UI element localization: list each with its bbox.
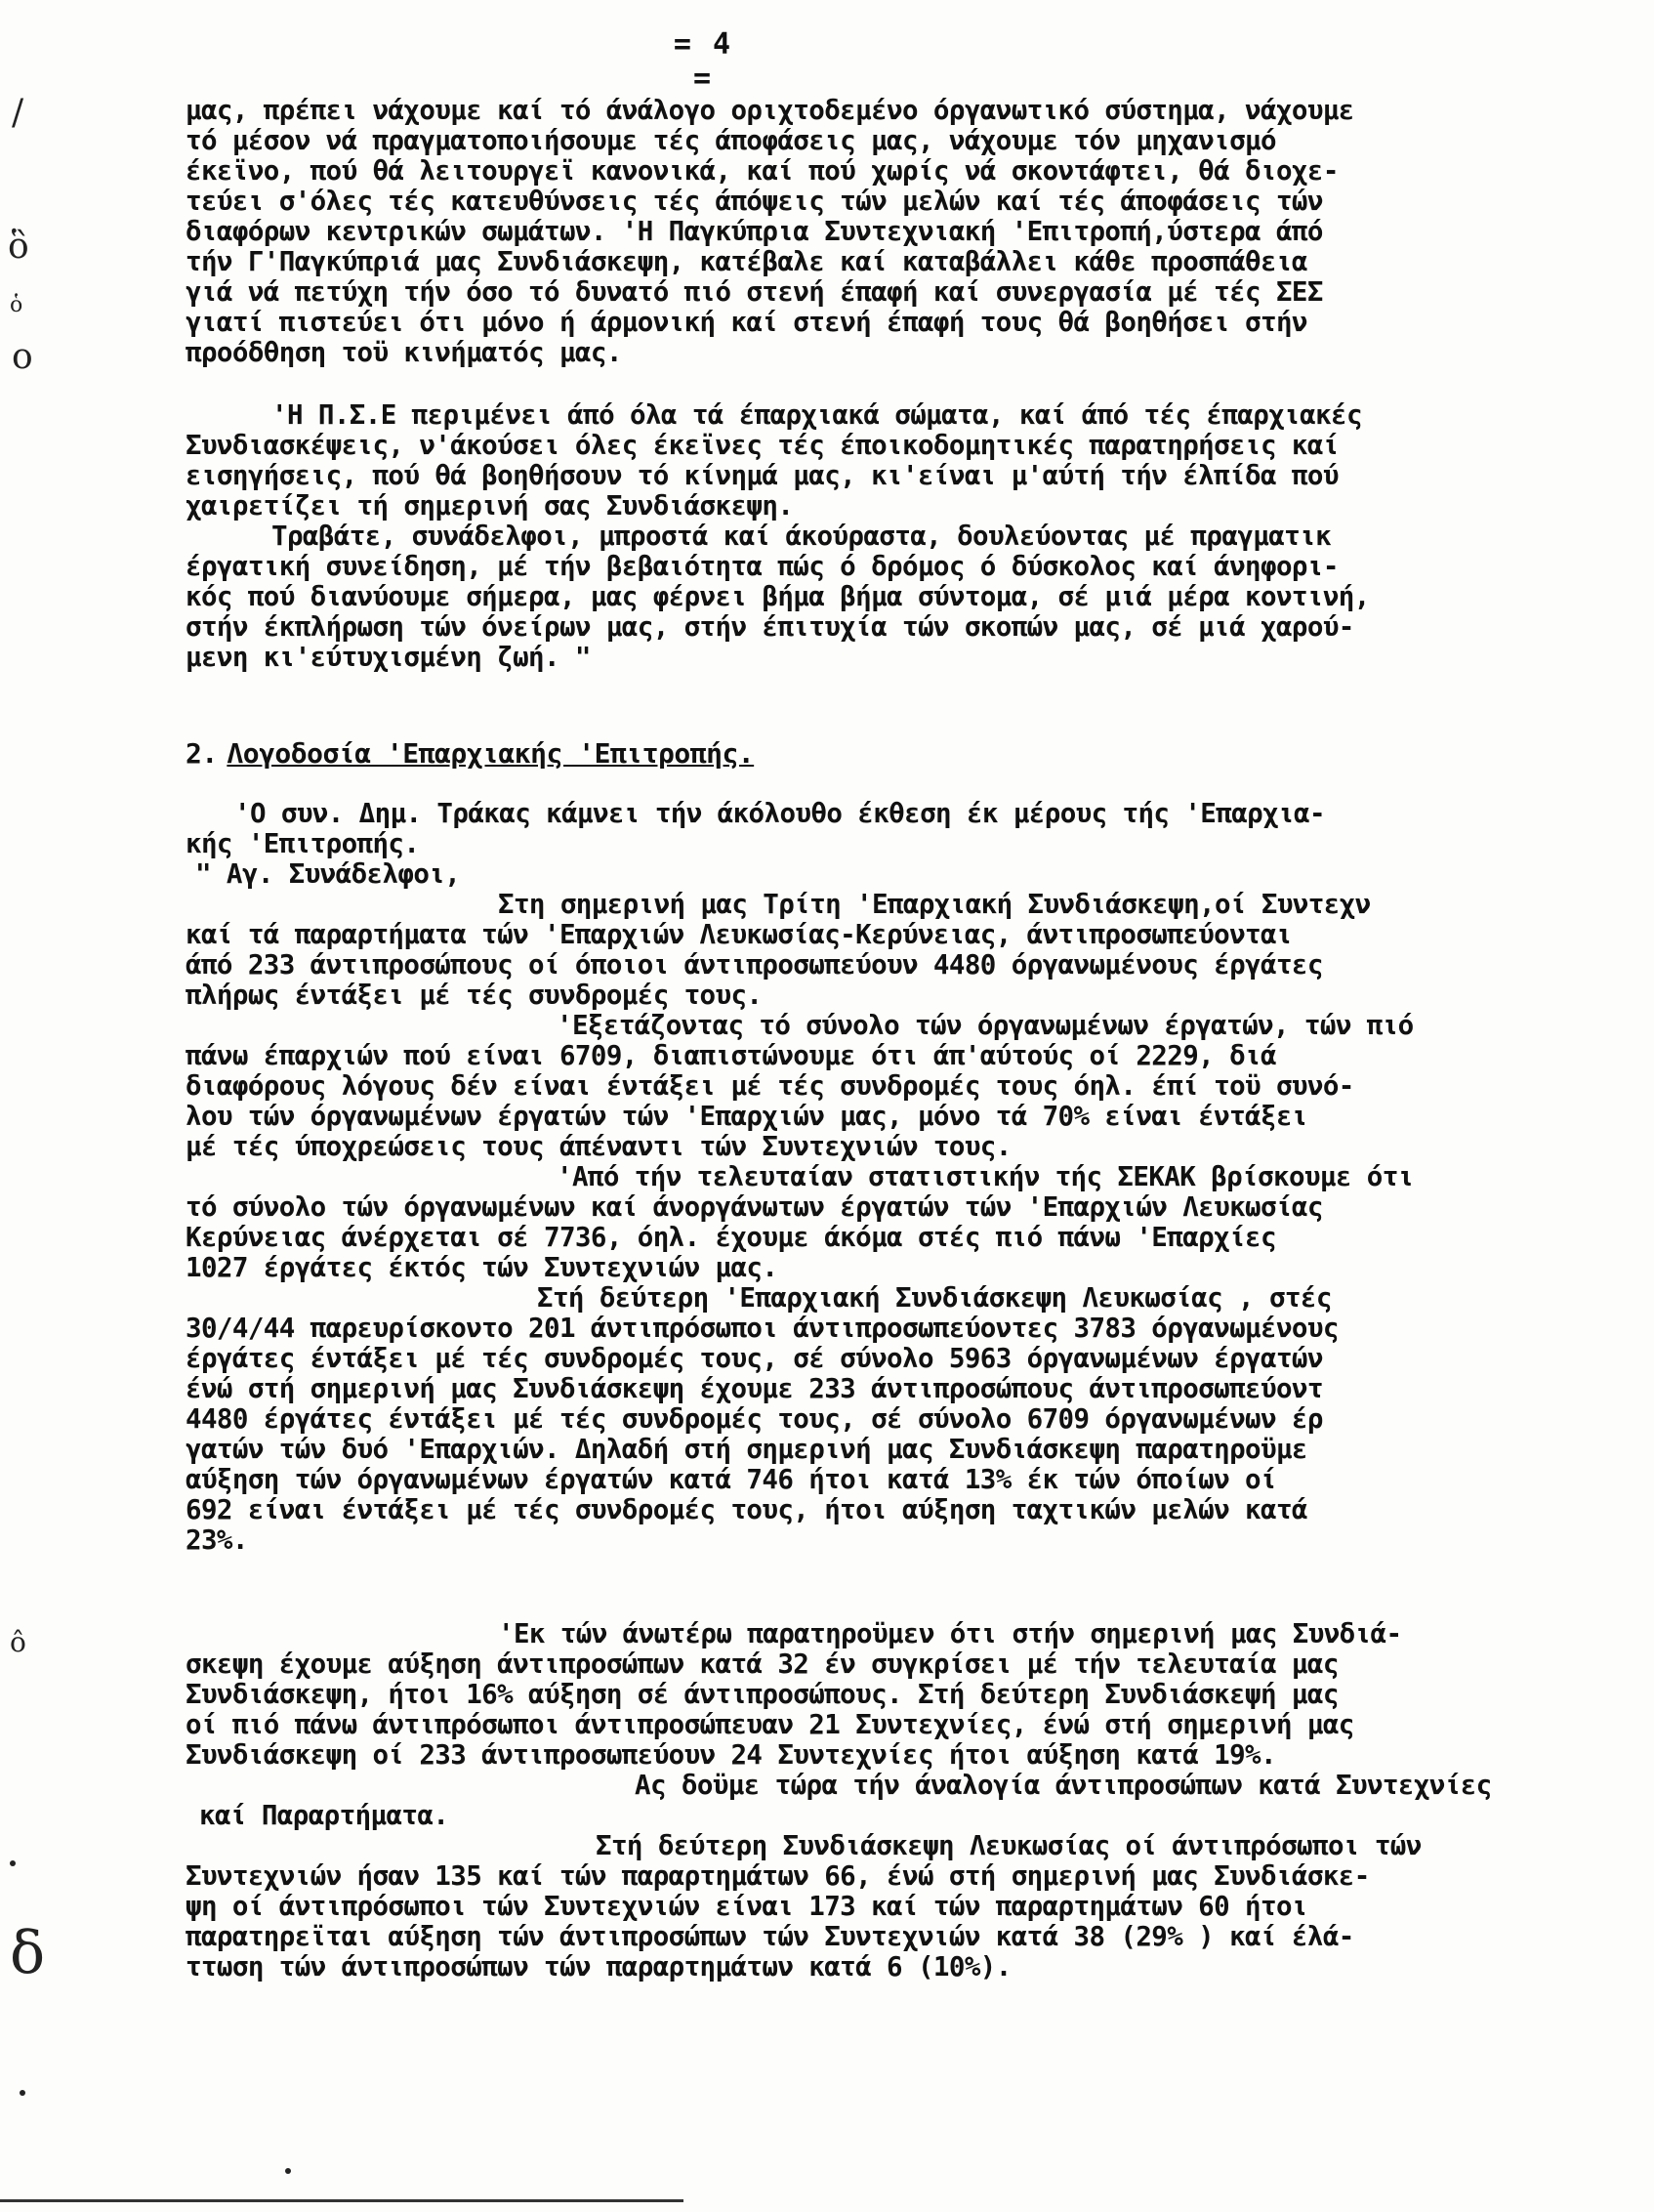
- text-line: κής 'Επιτροπής.: [186, 829, 420, 859]
- margin-mark: ο: [12, 337, 33, 377]
- text-line: μας, πρέπει νάχουμε καί τό άνάλογο οριχτοδεμένο όργανωτικό σύστημα, νάχουμε: [186, 96, 1354, 126]
- text-line: καί Παραρτήματα.: [199, 1801, 449, 1831]
- paragraph-1: [186, 96, 1640, 368]
- text-line: 30/4/44 παρευρίσκοντο 201 άντιπρόσωποι άντιπροσωπεύοντες 3783 όργανωμένους: [186, 1314, 1339, 1344]
- text-line: παρατηρεϊται αύξηση τών άντιπροσώπων τών Συντεχνιών κατά 38 (29% ) καί έλά-: [186, 1922, 1354, 1952]
- speck: [20, 2090, 25, 2096]
- text-line: στήν έκπλήρωση τών όνείρων μας, στήν έπιτυχία τών σκοπών μας, σέ μιά χαρού-: [186, 612, 1354, 643]
- text-line: τήν Γ'Παγκύπριά μας Συνδιάσκεψη, κατέβαλε καί καταβάλλει κάθε προσπάθεια: [186, 247, 1307, 277]
- text-line: " Αγ. Συνάδελφοι,: [195, 859, 461, 890]
- text-line: 4480 έργάτες έντάξει μέ τές συνδρομές τους, σέ σύνολο 6709 όργανωμένων έρ: [186, 1404, 1323, 1435]
- text-line: Συντεχνιών ήσαν 135 καί τών παραρτημάτων 66, ένώ στή σημερινή μας Συνδιάσκε-: [186, 1861, 1370, 1892]
- text-line: Συνδιάσκεψη, ήτοι 16% αύξηση σέ άντιπροσώπους. Στή δεύτερη Συνδιάσκεψή μας: [186, 1680, 1339, 1710]
- text-line: μέ τές ύποχρεώσεις τους άπέναντι τών Συντεχνιών τους.: [186, 1132, 1012, 1162]
- text-line: εισηγήσεις, πού θά βοηθήσουν τό κίνημά μας, κι'είναι μ'αύτή τήν έλπίδα πού: [186, 461, 1339, 491]
- text-line: 'Από τήν τελευταίαν στατιστικήν τής ΣΕΚΑΚ βρίσκουμε ότι: [557, 1162, 1414, 1192]
- text-line: ψη οί άντιπρόσωποι τών Συντεχνιών είναι 173 καί τών παραρτημάτων 60 ήτοι: [186, 1892, 1307, 1922]
- text-line: τό μέσον νά πραγματοποιήσουμε τές άποφάσεις μας, νάχουμε τόν μηχανισμό: [186, 126, 1276, 156]
- text-line: 692 είναι έντάξει μέ τές συνδρομές τους, ήτοι αύξηση ταχτικών μελών κατά: [186, 1495, 1307, 1525]
- text-line: Ας δοϋμε τώρα τήν άναλογία άντιπροσώπων κατά Συντεχνίες: [635, 1771, 1492, 1801]
- footer-rule: [0, 2199, 683, 2202]
- margin-mark: ô: [10, 1626, 26, 1658]
- paragraph-3: [186, 799, 1640, 1556]
- page-number: = 4 =: [673, 27, 733, 96]
- text-line: καί τά παραρτήματα τών 'Επαρχιών Λευκωσίας-Κερύνειας, άντιπροσωπεύονται: [186, 920, 1292, 950]
- text-line: λου τών όργανωμένων έργατών τών 'Επαρχιών μας, μόνο τά 70% είναι έντάξει: [186, 1102, 1307, 1132]
- text-line: Τραβάτε, συνάδελφοι, μπροστά καί άκούραστα, δουλεύοντας μέ πραγματικ: [271, 522, 1332, 552]
- text-line: μενη κι'εύτυχισμένη ζωή. ": [186, 643, 591, 673]
- text-line: γιά νά πετύχη τήν όσο τό δυνατό πιό στενή έπαφή καί συνεργασία μέ τές ΣΕΣ: [186, 277, 1323, 308]
- text-line: έργάτες έντάξει μέ τές συνδρομές τους, σέ σύνολο 5963 όργανωμένων έργατών: [186, 1344, 1323, 1374]
- text-line: άπό 233 άντιπροσώπους οί όποιοι άντιπροσωπεύουν 4480 όργανωμένους έργάτες: [186, 950, 1323, 981]
- text-line: διαφόρων κεντρικών σωμάτων. 'Η Παγκύπρια Συντεχνιακή 'Επιτροπή,ύστερα άπό: [186, 217, 1323, 247]
- text-line: γατών τών δυό 'Επαρχιών. Δηλαδή στή σημερινή μας Συνδιάσκεψη παρατηροϋμε: [186, 1435, 1307, 1465]
- speck: [285, 2168, 291, 2174]
- text-line: Στή δεύτερη 'Επαρχιακή Συνδιάσκεψη Λευκωσίας , στές: [537, 1283, 1332, 1314]
- text-line: ένώ στή σημερινή μας Συνδιάσκεψη έχουμε 233 άντιπροσώπους άντιπροσωπεύοντ: [186, 1374, 1323, 1404]
- text-line: 'Εκ τών άνωτέρω παρατηροϋμεν ότι στήν σημερινή μας Συνδιά-: [498, 1619, 1402, 1649]
- text-line: 1027 έργάτες έκτός τών Συντεχνιών μας.: [186, 1253, 778, 1283]
- text-line: προόδθηση τοϋ κινήματός μας.: [186, 338, 622, 368]
- text-line: γιατί πιστεύει ότι μόνο ή άρμονική καί στενή έπαφή τους θά βοηθήσει στήν: [186, 308, 1307, 338]
- text-line: έκεϊνο, πού θά λειτουργεϊ κανονικά, καί πού χωρίς νά σκοντάφτει, θά διοχε-: [186, 156, 1339, 187]
- text-line: πάνω έπαρχιών πού είναι 6709, διαπιστώνουμε ότι άπ'αύτούς οί 2229, διά: [186, 1041, 1276, 1071]
- text-line: 'Ο συν. Δημ. Τράκας κάμνει τήν άκόλουθο έκθεση έκ μέρους τής 'Επαρχια-: [234, 799, 1325, 829]
- text-line: Στή δεύτερη Συνδιάσκεψη Λευκωσίας οί άντιπρόσωποι τών: [596, 1831, 1422, 1861]
- text-line: έργατική συνείδηση, μέ τήν βεβαιότητα πώς ό δρόμος ό δύσκολος καί άνηφορι-: [186, 552, 1339, 582]
- paragraph-4: [186, 1619, 1640, 1982]
- text-line: 'Εξετάζοντας τό σύνολο τών όργανωμένων έργατών, τών πιό: [557, 1011, 1414, 1041]
- text-line: διαφόρους λόγους δέν είναι έντάξει μέ τές συνδρομές τους όηλ. έπί τοϋ συνό-: [186, 1071, 1354, 1102]
- margin-mark: ὃ: [8, 227, 29, 267]
- section-number: 2.: [186, 737, 218, 770]
- speck: [10, 1860, 16, 1866]
- text-line: τό σύνολο τών όργανωμένων καί άνοργάνωτων έργατών τών 'Επαρχιών Λευκωσίας: [186, 1192, 1323, 1223]
- margin-mark: δ: [10, 1919, 46, 1987]
- text-line: πλήρως έντάξει μέ τές συνδρομές τους.: [186, 981, 763, 1011]
- text-line: Κερύνειας άνέρχεται σέ 7736, όηλ. έχουμε άκόμα στές πιό πάνω 'Επαρχίες: [186, 1223, 1276, 1253]
- text-line: χαιρετίζει τή σημερινή σας Συνδιάσκεψη.: [186, 491, 794, 522]
- text-line: αύξηση τών όργανωμένων έργατών κατά 746 ήτοι κατά 13% έκ τών όποίων οί: [186, 1465, 1276, 1495]
- text-line: σκεψη έχουμε αύξηση άντιπροσώπων κατά 32 έν συγκρίσει μέ τήν τελευταία μας: [186, 1649, 1339, 1680]
- text-line: Συνδιασκέψεις, ν'άκούσει όλες έκεϊνες τές έποικοδομητικές παρατηρήσεις καί: [186, 431, 1339, 461]
- text-line: 'Η Π.Σ.Ε περιμένει άπό όλα τά έπαρχιακά σώματα, καί άπό τές έπαρχιακές: [271, 400, 1362, 431]
- text-line: Συνδιάσκεψη οί 233 άντιπροσωπεύουν 24 Συντεχνίες ήτοι αύξηση κατά 19%.: [186, 1740, 1276, 1771]
- text-line: κός πού διανύουμε σήμερα, μας φέρνει βήμα βήμα σύντομα, σέ μιά μέρα κοντινή,: [186, 582, 1370, 612]
- text-line: 23%.: [186, 1525, 248, 1556]
- text-line: οί πιό πάνω άντιπρόσωποι άντιπροσώπευαν 21 Συντεχνίες, ένώ στή σημερινή μας: [186, 1710, 1354, 1740]
- margin-mark: ὁ: [10, 293, 23, 317]
- text-line: ττωση τών άντιπροσώπων τών παραρτημάτων κατά 6 (10%).: [186, 1952, 1012, 1982]
- section-heading: [186, 737, 1640, 770]
- section-title: Λογοδοσία 'Επαρχιακής 'Επιτροπής.: [227, 737, 755, 770]
- text-line: Στη σημερινή μας Τρίτη 'Επαρχιακή Συνδιάσκεψη,οί Συντεχν: [498, 890, 1371, 920]
- text-line: τεύει σ'όλες τές κατευθύνσεις τές άπόψεις τών μελών καί τές άποφάσεις τών: [186, 187, 1323, 217]
- paragraph-2: [186, 400, 1640, 673]
- margin-mark: /: [12, 93, 24, 133]
